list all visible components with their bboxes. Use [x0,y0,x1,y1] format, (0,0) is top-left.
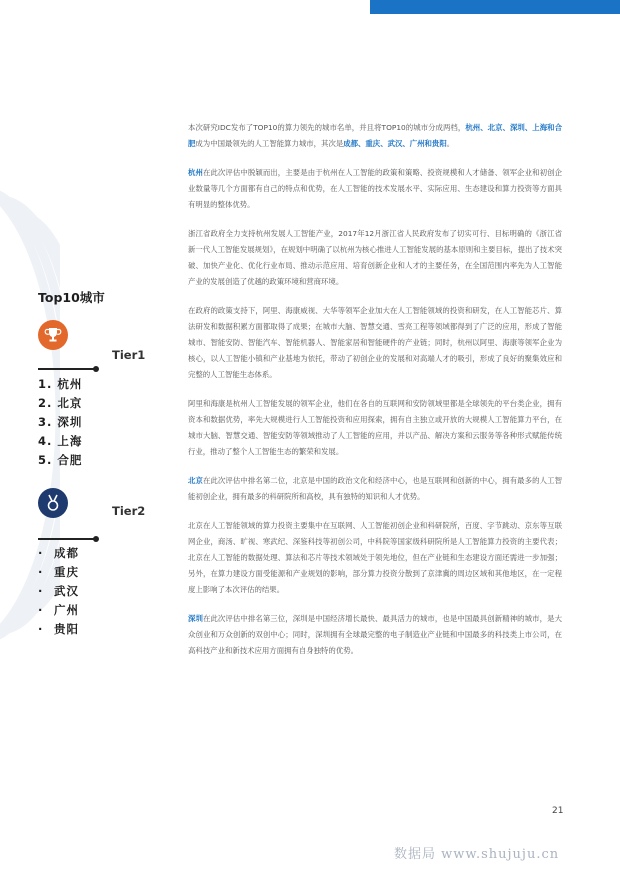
page-number: 21 [552,806,564,816]
tier1-city-item: 5. 合肥 [38,453,83,467]
tier2-city-item: · 成都 [38,544,158,563]
tier1-city-list [38,375,158,470]
top10-sidebar [38,288,158,639]
tier1-divider [38,368,98,370]
beijing-investment-paragraph: 北京在人工智能领域的算力投资主要集中在互联网、人工智能初创企业和科研院所，百度、字节跳动、京东等互联网企业，商汤、旷视、寒武纪、深鉴科技等初创公司，中科院等国家级科研院所是人工智能算力投资的主要代表；北京在人工智能的数据处理、算法和芯片等技术领域处于领先地位，但在产业链和生态建设方面还需进一步加强；另外，在算力建设方面受能源和产业规划的影响，部分算力投资分散到了京津冀的周边区域和其他地区，在一定程度上影响了本次评估的结果。 [188,521,562,594]
tier2-highlight: 成都、重庆、武汉、广州和贵阳 [343,139,447,148]
tier2-city-item: · 贵阳 [38,620,158,639]
medal-icon [38,488,68,518]
tier1-city-item: 3. 深圳 [38,415,83,429]
beijing-highlight: 北京 [188,476,203,485]
tier1-highlight: 杭州、北京、深圳、上海和合肥 [188,123,562,148]
zhejiang-policy-paragraph: 浙江省政府全力支持杭州发展人工智能产业，2017年12月浙江省人民政府发布了切实可行、目标明确的《浙江省新一代人工智能发展规划》，在规划中明确了以杭州为核心推进人工智能发展的基本原则和主要目标，提出了技术突破、加快产业化、优化行业布局、推动示范应用、培育创新企业和人才的主要任务，在全国范围内率先为人工智能产业的发展创造了优越的政策环境和营商环境。 [188,229,562,286]
tier2-city-item: · 广州 [38,601,158,620]
hangzhou-paragraph [188,165,562,213]
tier2-city-list [38,544,158,639]
paragraph-text: 在此次评估中排名第二位，北京是中国的政治文化和经济中心，也是互联网和创新的中心，拥有最多的人工智能初创企业，拥有最多的科研院所和高校，具有独特的知识和人才优势。 [188,476,562,501]
sidebar-title: Top10城市 [38,290,105,305]
watermark: 数据局 www.shujuju.cn [394,847,560,862]
hangzhou-highlight: 杭州 [188,168,203,177]
intro-paragraph [188,120,562,152]
main-content [188,120,562,672]
intro-text: 。 [446,139,455,148]
tier1-city-item: 2. 北京 [38,396,83,410]
intro-text: 成为中国最领先的人工智能算力城市，其次是 [195,139,344,148]
tier2-divider [38,538,98,540]
tier1-city-item: 4. 上海 [38,434,83,448]
paragraph-text: 在此次评估中脱颖而出，主要是由于杭州在人工智能的政策和策略、投资规模和人才储备、领军企业和初创企业数量等几个方面都有自己的特点和优势，在人工智能的技术发展水平、实际应用、生态建设和算力投资等方面具有明显的整体优势。 [188,168,562,209]
tier1-city-item: 1. 杭州 [38,377,83,391]
intro-text: 本次研究IDC发布了TOP10的算力领先的城市名单，并且将TOP10的城市分成两档， [188,123,466,132]
tier2-label: Tier2 [112,504,146,518]
trophy-icon [38,320,68,350]
beijing-paragraph [188,473,562,505]
shenzhen-paragraph [188,611,562,659]
policy-support-paragraph: 在政府的政策支持下，阿里、海康威视、大华等领军企业加大在人工智能领域的投资和研发，在人工智能芯片、算法研发和数据积累方面都取得了成果；在城市大脑、智慧交通、雪亮工程等领域都得到了广泛的应用，形成了智能城市、智能安防、智能汽车、智能机器人、智能家居和智能硬件的产业链；同时，杭州以阿里、海康等领军企业为核心，以人工智能小镇和产业基地为依托，带动了初创企业的发展和对高端人才的吸引，形成了良好的聚集效应和完整的人工智能生态体系。 [188,306,562,379]
alibaba-hikvision-paragraph: 阿里和海康是杭州人工智能发展的领军企业，他们在各自的互联网和安防领域里都是全球领先的平台类企业，拥有资本和数据优势，率先大规模进行人工智能投资和应用探索，拥有自主独立或开放的大规模人工智能算力平台，在城市大脑、智慧交通、智能安防等领域推动了人工智能的应用，并以产品、解决方案和云服务等各种形式赋能传统行业，推动了整个人工智能生态的繁荣和发展。 [188,399,562,456]
tier1-label: Tier1 [112,348,146,362]
tier2-city-item: · 武汉 [38,582,158,601]
paragraph-text: 在此次评估中排名第三位，深圳是中国经济增长最快、最具活力的城市，也是中国最具创新精神的城市，是大众创业和万众创新的双创中心；同时，深圳拥有全球最完整的电子制造业产业链和中国最多的科技类上市公司，在高科技产业和新技术应用方面拥有自身独特的优势。 [188,614,562,655]
header-accent-bar [370,0,620,14]
tier2-city-item: · 重庆 [38,563,158,582]
shenzhen-highlight: 深圳 [188,614,203,623]
